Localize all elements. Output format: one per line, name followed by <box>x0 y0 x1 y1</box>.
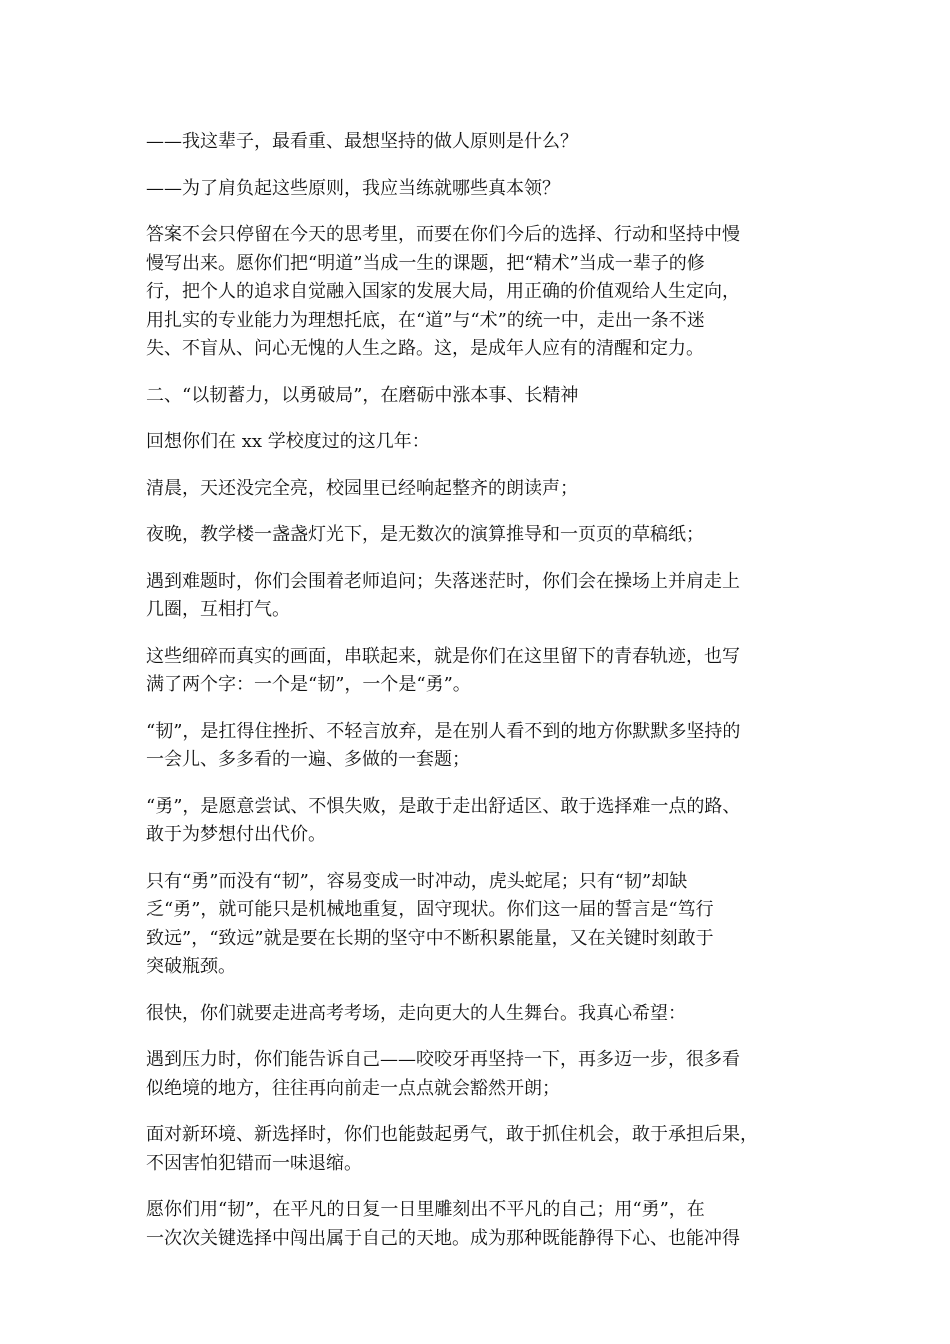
text-line: 不因害怕犯错而一味退缩。 <box>146 1152 362 1174</box>
text-line: 似绝境的地方，往往再向前走一点点就会豁然开朗； <box>146 1077 560 1099</box>
paragraph <box>146 175 796 204</box>
paragraph <box>146 475 796 504</box>
paragraph <box>146 1000 796 1029</box>
text-line: 这些细碎而真实的画面，串联起来，就是你们在这里留下的青春轨迹，也写 <box>146 645 740 667</box>
text-line: 突破瓶颈。 <box>146 956 236 977</box>
paragraph <box>146 128 796 157</box>
text-line: 几圈，互相打气。 <box>146 599 290 620</box>
text-line: “勇”，是愿意尝试、不惧失败，是敢于走出舒适区、敢于选择难一点的路、 <box>146 795 741 817</box>
text-line: 回想你们在 xx 学校度过的这几年： <box>146 431 430 452</box>
text-line: 只有“勇”而没有“韧”，容易变成一时冲动，虎头蛇尾；只有“韧”却缺 <box>146 870 688 892</box>
text-line: 敢于为梦想付出代价。 <box>146 824 326 845</box>
paragraph <box>146 221 796 364</box>
text-line: ——为了肩负起这些原则，我应当练就哪些真本领？ <box>146 177 560 199</box>
text-line: 清晨，天还没完全亮，校园里已经响起整齐的朗读声； <box>146 477 578 499</box>
paragraph <box>146 868 796 982</box>
paragraph <box>146 428 796 457</box>
text-line: 夜晚，教学楼一盏盏灯光下，是无数次的演算推导和一页页的草稿纸； <box>146 524 704 545</box>
paragraph <box>146 1121 796 1178</box>
text-line: 二、“以韧蓄力，以勇破局”，在磨砺中涨本事、长精神 <box>146 384 579 406</box>
paragraph <box>146 382 796 411</box>
text-line: 遇到难题时，你们会围着老师追问；失落迷茫时，你们会在操场上并肩走上 <box>146 570 740 592</box>
paragraph <box>146 1196 796 1253</box>
text-line: 一次次关键选择中闯出属于自己的天地。成为那种既能静得下心、也能冲得 <box>146 1227 740 1249</box>
text-line: 遇到压力时，你们能告诉自己——咬咬牙再坚持一下，再多迈一步，很多看 <box>146 1049 740 1070</box>
text-line: 一会儿、多多看的一遍、多做的一套题； <box>146 749 470 770</box>
text-line: 答案不会只停留在今天的思考里，而要在你们今后的选择、行动和坚持中慢 <box>146 224 740 245</box>
paragraph <box>146 1046 796 1103</box>
text-line: 愿你们用“韧”，在平凡的日复一日里雕刻出不平凡的自己；用“勇”，在 <box>146 1199 705 1220</box>
document-page <box>146 128 796 1271</box>
text-line: 慢写出来。愿你们把“明道”当成一生的课题，把“精术”当成一辈子的修 <box>146 252 705 274</box>
paragraph <box>146 718 796 775</box>
text-line: ——我这辈子，最看重、最想坚持的做人原则是什么？ <box>146 131 578 152</box>
paragraph <box>146 568 796 625</box>
text-line: 满了两个字：一个是“韧”，一个是“勇”。 <box>146 674 471 695</box>
paragraph <box>146 793 796 850</box>
text-line: 面对新环境、新选择时，你们也能鼓起勇气，敢于抓住机会，敢于承担后果， <box>146 1124 758 1145</box>
paragraph <box>146 521 796 550</box>
text-line: 行，把个人的追求自觉融入国家的发展大局，用正确的价值观给人生定向， <box>146 281 740 302</box>
text-line: 很快，你们就要走进高考考场，走向更大的人生舞台。我真心希望： <box>146 1002 686 1024</box>
text-line: 失、不盲从、问心无愧的人生之路。这，是成年人应有的清醒和定力。 <box>146 338 704 359</box>
text-line: 致远”，“致远”就是要在长期的坚守中不断积累能量，又在关键时刻敢于 <box>146 927 714 949</box>
text-line: “韧”，是扛得住挫折、不轻言放弃，是在别人看不到的地方你默默多坚持的 <box>146 720 741 742</box>
text-line: 乏“勇”，就可能只是机械地重复，固守现状。你们这一届的誓言是“笃行 <box>146 899 714 920</box>
paragraph <box>146 643 796 700</box>
text-line: 用扎实的专业能力为理想托底，在“道”与“术”的统一中，走出一条不迷 <box>146 309 705 331</box>
